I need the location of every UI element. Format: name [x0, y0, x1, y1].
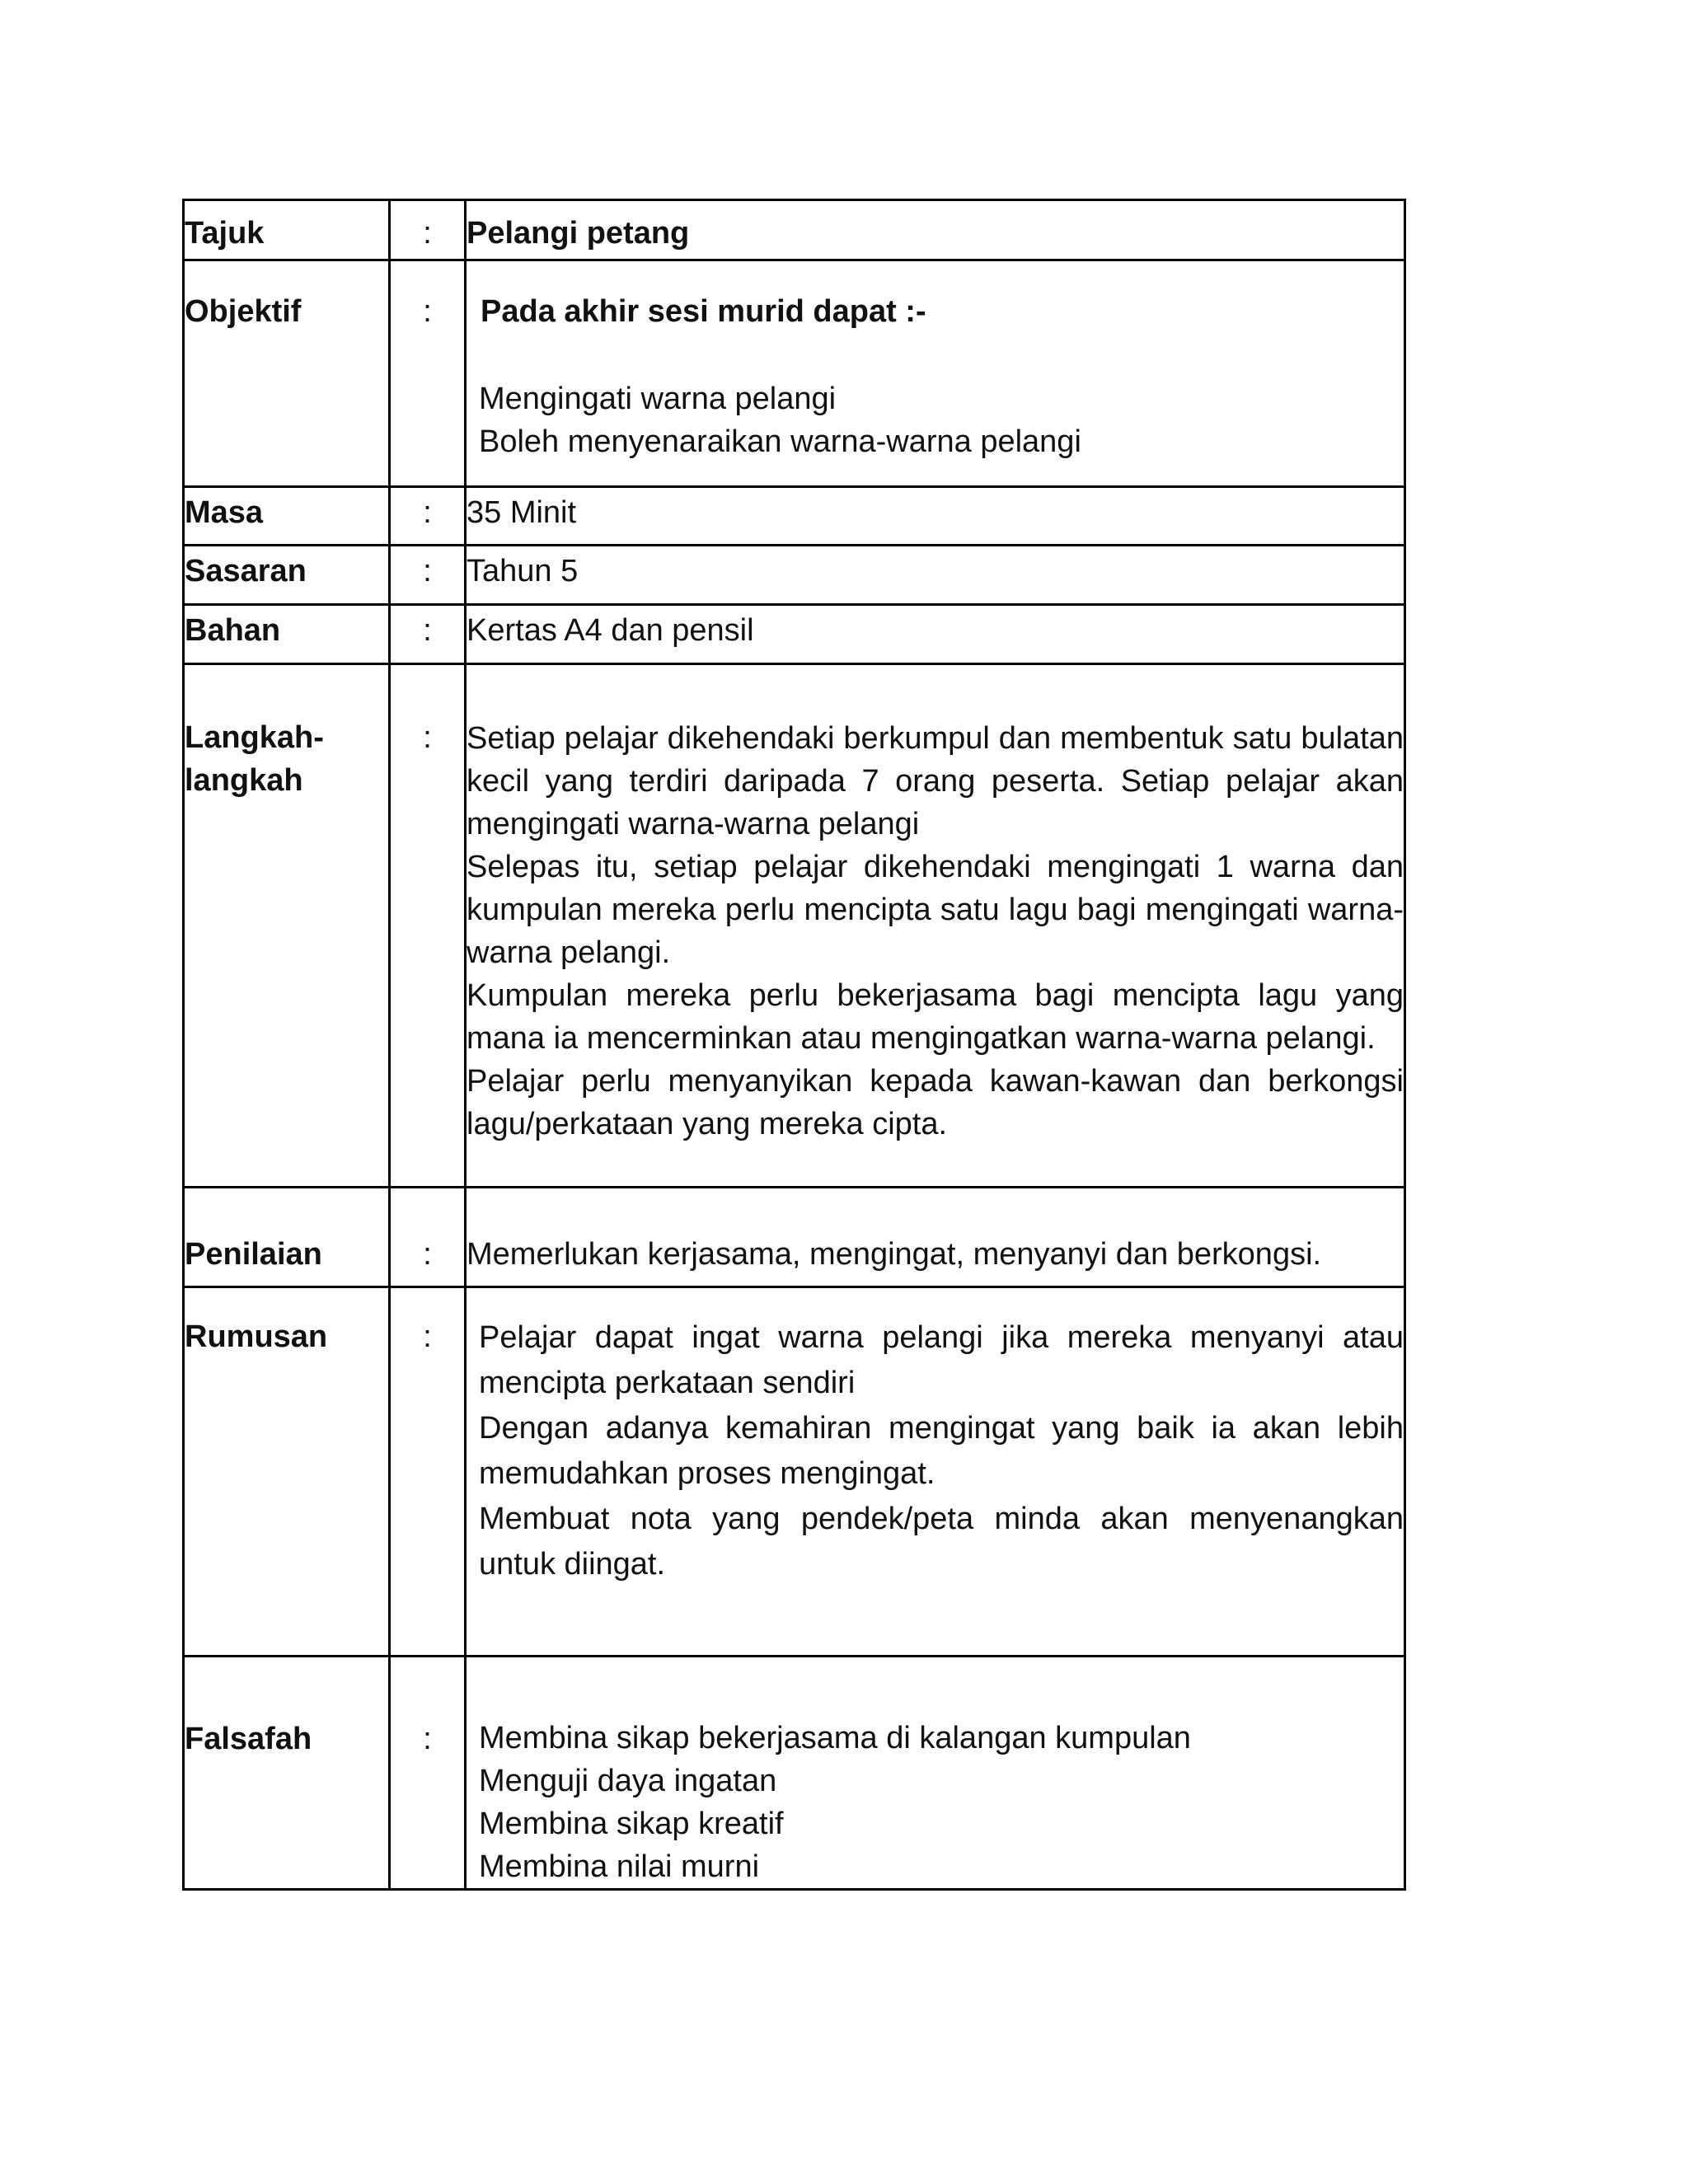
value-penilaian: Memerlukan kerjasama, mengingat, menyanyi dan berkongsi.	[466, 1188, 1405, 1287]
value-rumusan	[466, 1287, 1405, 1657]
value-sasaran: Tahun 5	[466, 546, 1405, 605]
row-objektif	[184, 260, 1405, 487]
label-penilaian: Penilaian	[184, 1188, 390, 1287]
value-bahan: Kertas A4 dan pensil	[466, 605, 1405, 664]
colon-bahan: :	[390, 605, 466, 664]
row-bahan	[184, 605, 1405, 664]
row-rumusan	[184, 1287, 1405, 1657]
value-masa: 35 Minit	[466, 487, 1405, 546]
row-falsafah	[184, 1657, 1405, 1890]
label-sasaran: Sasaran	[184, 546, 390, 605]
colon-langkah: :	[390, 664, 466, 1188]
row-masa	[184, 487, 1405, 546]
objektif-item: Boleh menyenaraikan warna-warna pelangi	[479, 424, 1081, 459]
langkah-paragraph: Selepas itu, setiap pelajar dikehendaki mengingati 1 warna dan kumpulan mereka perlu mencipta satu lagu bagi mengingati warna-warna pelangi.	[467, 850, 1404, 970]
objektif-heading: Pada akhir sesi murid dapat :-	[481, 294, 926, 329]
label-langkah: Langkah-langkah	[184, 664, 390, 1188]
falsafah-item: Membina nilai murni	[479, 1849, 760, 1884]
langkah-paragraph: Kumpulan mereka perlu bekerjasama bagi mencipta lagu yang mana ia mencerminkan atau mengingatkan warna-warna pelangi.	[467, 978, 1404, 1056]
row-sasaran	[184, 546, 1405, 605]
colon-tajuk: :	[390, 200, 466, 260]
label-masa: Masa	[184, 487, 390, 546]
colon-falsafah: :	[390, 1657, 466, 1890]
colon-sasaran: :	[390, 546, 466, 605]
falsafah-item: Menguji daya ingatan	[479, 1764, 777, 1798]
colon-objektif: :	[390, 260, 466, 487]
value-falsafah	[466, 1657, 1405, 1890]
falsafah-item: Membina sikap kreatif	[479, 1807, 784, 1841]
label-bahan: Bahan	[184, 605, 390, 664]
langkah-paragraph: Pelajar perlu menyanyikan kepada kawan-kawan dan berkongsi lagu/perkataan yang mereka cipta.	[467, 1064, 1404, 1141]
row-tajuk	[184, 200, 1405, 260]
colon-masa: :	[390, 487, 466, 546]
falsafah-item: Membina sikap bekerjasama di kalangan kumpulan	[479, 1721, 1191, 1755]
label-objektif: Objektif	[184, 260, 390, 487]
label-falsafah: Falsafah	[184, 1657, 390, 1890]
rumusan-paragraph: Dengan adanya kemahiran mengingat yang baik ia akan lebih memudahkan proses mengingat.	[479, 1411, 1404, 1491]
rumusan-paragraph: Membuat nota yang pendek/peta minda akan menyenangkan untuk diingat.	[479, 1502, 1404, 1582]
rumusan-paragraph: Pelajar dapat ingat warna pelangi jika mereka menyanyi atau mencipta perkataan sendiri	[479, 1320, 1404, 1400]
label-tajuk: Tajuk	[184, 200, 390, 260]
lesson-plan-table	[182, 199, 1406, 1891]
row-langkah	[184, 664, 1405, 1188]
value-tajuk: Pelangi petang	[466, 200, 1405, 260]
value-langkah	[466, 664, 1405, 1188]
colon-rumusan: :	[390, 1287, 466, 1657]
langkah-paragraph: Setiap pelajar dikehendaki berkumpul dan membentuk satu bulatan kecil yang terdiri daripada 7 orang peserta. Setiap pelajar akan mengingati warna-warna pelangi	[467, 721, 1404, 841]
colon-penilaian: :	[390, 1188, 466, 1287]
objektif-item: Mengingati warna pelangi	[479, 382, 837, 416]
label-rumusan: Rumusan	[184, 1287, 390, 1657]
value-objektif	[466, 260, 1405, 487]
row-penilaian	[184, 1188, 1405, 1287]
